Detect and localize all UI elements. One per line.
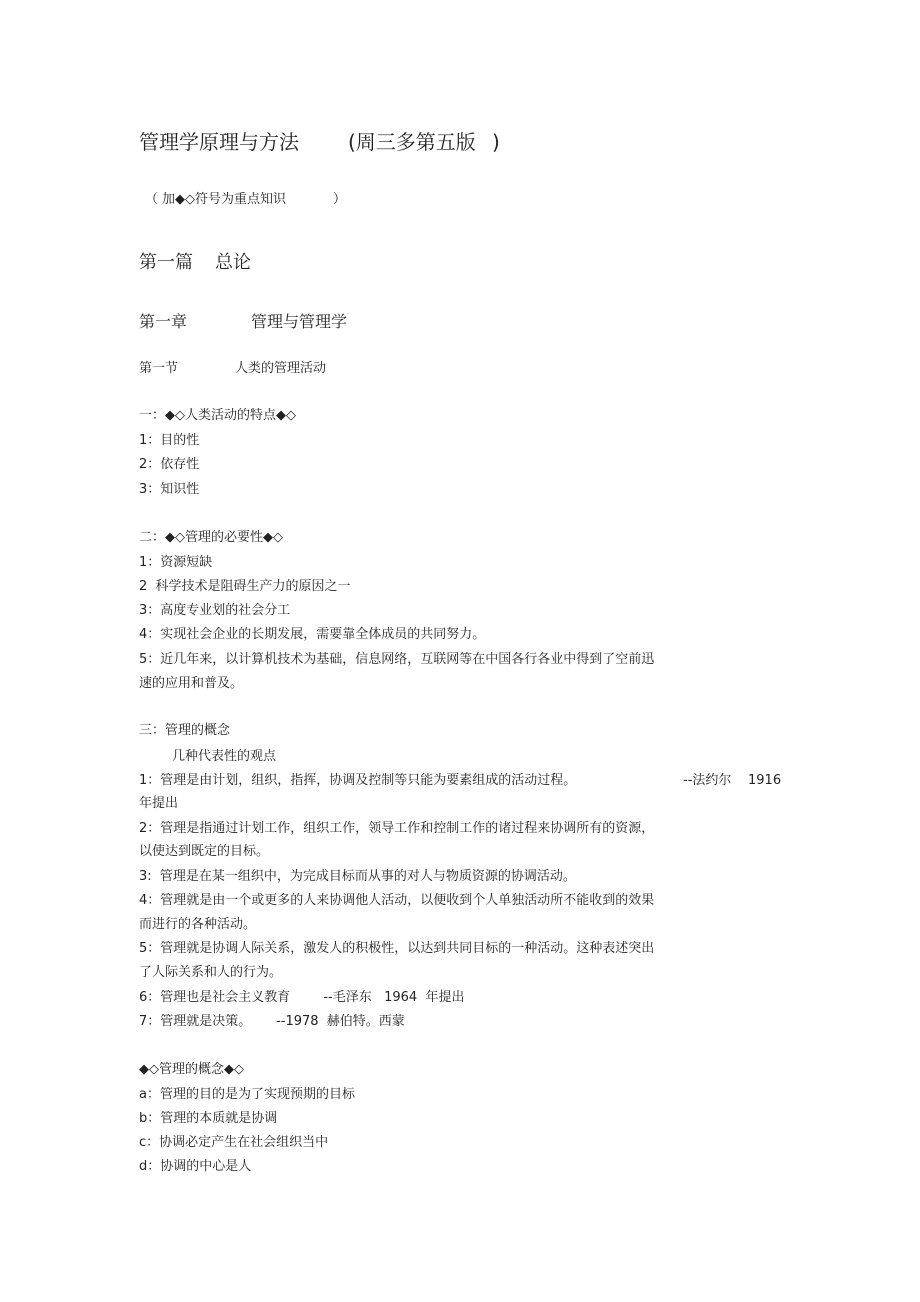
section-label: 第一节: [139, 361, 179, 376]
title-main: 管理学原理与方法: [139, 130, 299, 154]
list-item-cont: 速的应用和普及。: [139, 676, 244, 691]
note-close: ）: [333, 192, 347, 207]
part-label: 第一篇: [139, 252, 193, 273]
list-item: 1：管理是由计划，组织，指挥，协调及控制等只能为要素组成的活动过程。: [139, 773, 577, 788]
s3-subheading: 几种代表性的观点: [172, 749, 277, 764]
list-item: 5：近几年来，以计算机技术为基础，信息网络，互联网等在中国各行各业中得到了空前迅: [139, 652, 655, 667]
list-item: d：协调的中心是人: [139, 1159, 252, 1174]
list-item-cont: 以使达到既定的目标。: [139, 844, 270, 859]
list-item: c：协调必定产生在社会组织当中: [139, 1135, 329, 1150]
list-item: a：管理的目的是为了实现预期的目标: [139, 1087, 355, 1102]
title-close: ): [492, 130, 500, 154]
item-year: 1916: [748, 773, 782, 788]
chapter-label: 第一章: [139, 312, 188, 331]
list-item: 6：管理也是社会主义教育 --毛泽东 1964 年提出: [139, 990, 465, 1005]
list-item: 1：资源短缺: [139, 555, 213, 570]
list-item: 3：高度专业划的社会分工: [139, 603, 291, 618]
part-name: 总论: [215, 252, 251, 273]
s2-heading: 二：◆◇管理的必要性◆◇: [139, 530, 283, 545]
s3-heading: 三：管理的概念: [139, 723, 231, 738]
list-item: 3: 管理是在某一组织中，为完成目标而从事的对人与物质资源的协调活动。: [139, 869, 576, 884]
title-edition: (周三多第五版: [348, 130, 476, 154]
s4-heading: ◆◇管理的概念◆◇: [139, 1062, 244, 1077]
section-name: 人类的管理活动: [235, 361, 327, 376]
list-item: 4：管理就是由一个或更多的人来协调他人活动，以便收到个人单独活动所不能收到的效果: [139, 893, 655, 908]
chapter-name: 管理与管理学: [251, 312, 348, 331]
list-item: 2：依存性: [139, 457, 200, 472]
list-item-cont: 了人际关系和人的行为。: [139, 965, 283, 980]
list-item: 3：知识性: [139, 482, 200, 497]
list-item: 2：管理是指通过计划工作，组织工作，领导工作和控制工作的诸过程来协调所有的资源，: [139, 821, 655, 836]
list-item: 2 科学技术是阻碍生产力的原因之一: [139, 579, 351, 594]
list-item-cont: 而进行的各种活动。: [139, 917, 257, 932]
item-author: --法约尔: [683, 773, 732, 788]
list-item: b：管理的本质就是协调: [139, 1111, 278, 1126]
s1-heading: 一：◆◇人类活动的特点◆◇: [139, 408, 296, 423]
list-item: 1：目的性: [139, 433, 200, 448]
note-open: （: [145, 192, 159, 207]
list-item: 4：实现社会企业的长期发展，需要靠全体成员的共同努力。: [139, 627, 486, 642]
note-text: 加◆◇符号为重点知识: [162, 192, 286, 207]
list-item: 7：管理就是决策。 --1978 赫伯特。西蒙: [139, 1014, 405, 1029]
list-item: 5：管理就是协调人际关系，激发人的积极性，以达到共同目标的一种活动。这种表述突出: [139, 941, 655, 956]
list-item-cont: 年提出: [139, 796, 179, 811]
